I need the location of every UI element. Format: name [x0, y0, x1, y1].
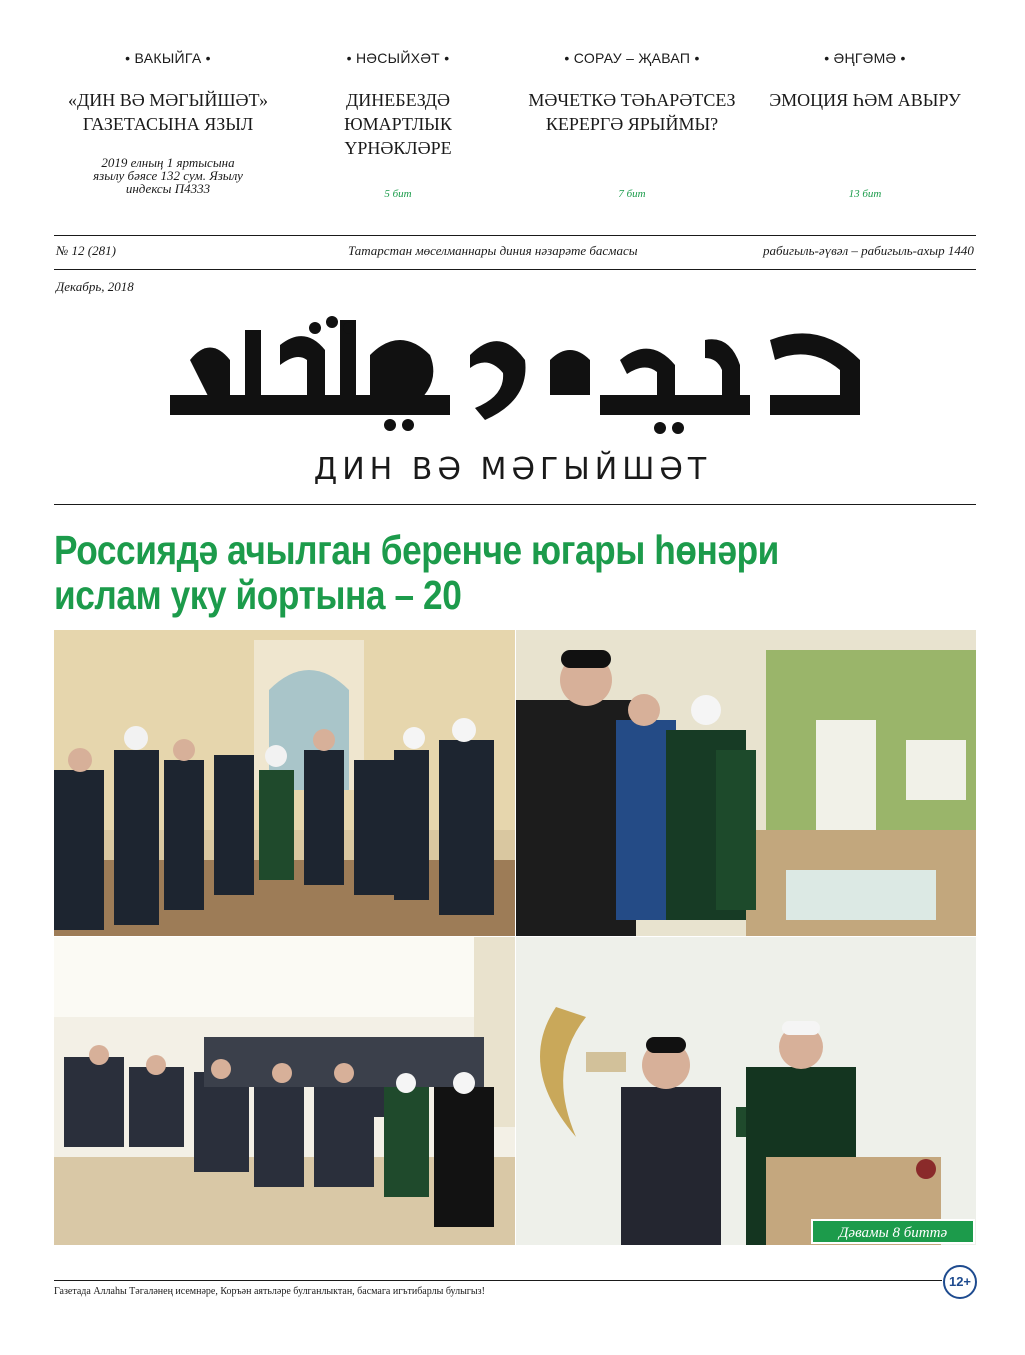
publisher-line: Татарстан мөселманнары диния нәзарәте басмасы: [348, 243, 638, 258]
masthead-title: ДИН ВӘ МӘГЫЙШӘТ: [313, 452, 712, 487]
footer-note: Газетада Аллаһы Тәгаләнең исемнәре, Коръән аятьләре булганлыктан, басмага игътибарлы булыгыз!: [54, 1286, 485, 1297]
teaser-rubric: • ӘҢГӘМӘ •: [824, 50, 906, 66]
photo-group-portrait[interactable]: [54, 630, 515, 936]
issue-number: № 12 (281): [56, 243, 116, 258]
footer-rule: [54, 1280, 942, 1281]
photo-museum-visit[interactable]: [516, 630, 976, 936]
hijri-date: рабигыль-әүвәл – рабигыль-ахыр 1440: [763, 243, 974, 258]
masthead-calligraphy: [150, 300, 880, 440]
lead-headline-line2: ислам уку йортына – 20: [54, 572, 462, 618]
teaser-rubric: • СОРАУ – ҖАВАП •: [564, 50, 700, 66]
teaser-page-ref: 7 бит: [618, 188, 646, 200]
age-rating-badge: 12+: [943, 1265, 977, 1299]
teaser-headline: МӘЧЕТКӘ ТӘҺАРӘТСЕЗ КЕРЕРГӘ ЯРЫЙМЫ?: [528, 90, 736, 134]
teaser-rubric: • ВАКЫЙГА •: [125, 50, 211, 66]
lead-headline[interactable]: [54, 528, 974, 618]
top-rule: [54, 235, 976, 236]
photo-audience[interactable]: [54, 937, 515, 1245]
teaser-headline: «ДИН ВӘ МӘГЫЙШӘТ» ГАЗЕТАСЫНА ЯЗЫЛ: [67, 90, 269, 134]
teaser-page-ref: 13 бит: [848, 188, 882, 200]
subscription-note: 2019 елның 1 яртысына язылу бәясе 132 сум. Язылу индексы П4333: [93, 155, 243, 196]
issue-date: Декабрь, 2018: [56, 279, 134, 294]
teaser-event[interactable]: [53, 50, 283, 195]
masthead-rule: [54, 504, 976, 505]
photo-award-ceremony[interactable]: [516, 937, 976, 1245]
info-rule: [54, 269, 976, 270]
lead-headline-line1: Россиядә ачылган беренче югары һөнәри: [54, 527, 779, 573]
masthead-logo: [150, 300, 880, 440]
teaser-headline: ЭМОЦИЯ ҺӘМ АВЫРУ: [769, 90, 961, 110]
teaser-advice[interactable]: [283, 50, 513, 200]
teaser-qa[interactable]: [517, 50, 747, 200]
teaser-page-ref: 5 бит: [384, 188, 412, 200]
teaser-headline: ДИНЕБЕЗДӘ ЮМАРТЛЫК ҮРНӘКЛӘРЕ: [344, 90, 452, 158]
teaser-talk[interactable]: [750, 50, 980, 200]
teaser-rubric: • НӘСЫЙХӘТ •: [346, 50, 450, 66]
continued-badge[interactable]: Дәвамы 8 биттә: [811, 1219, 975, 1244]
